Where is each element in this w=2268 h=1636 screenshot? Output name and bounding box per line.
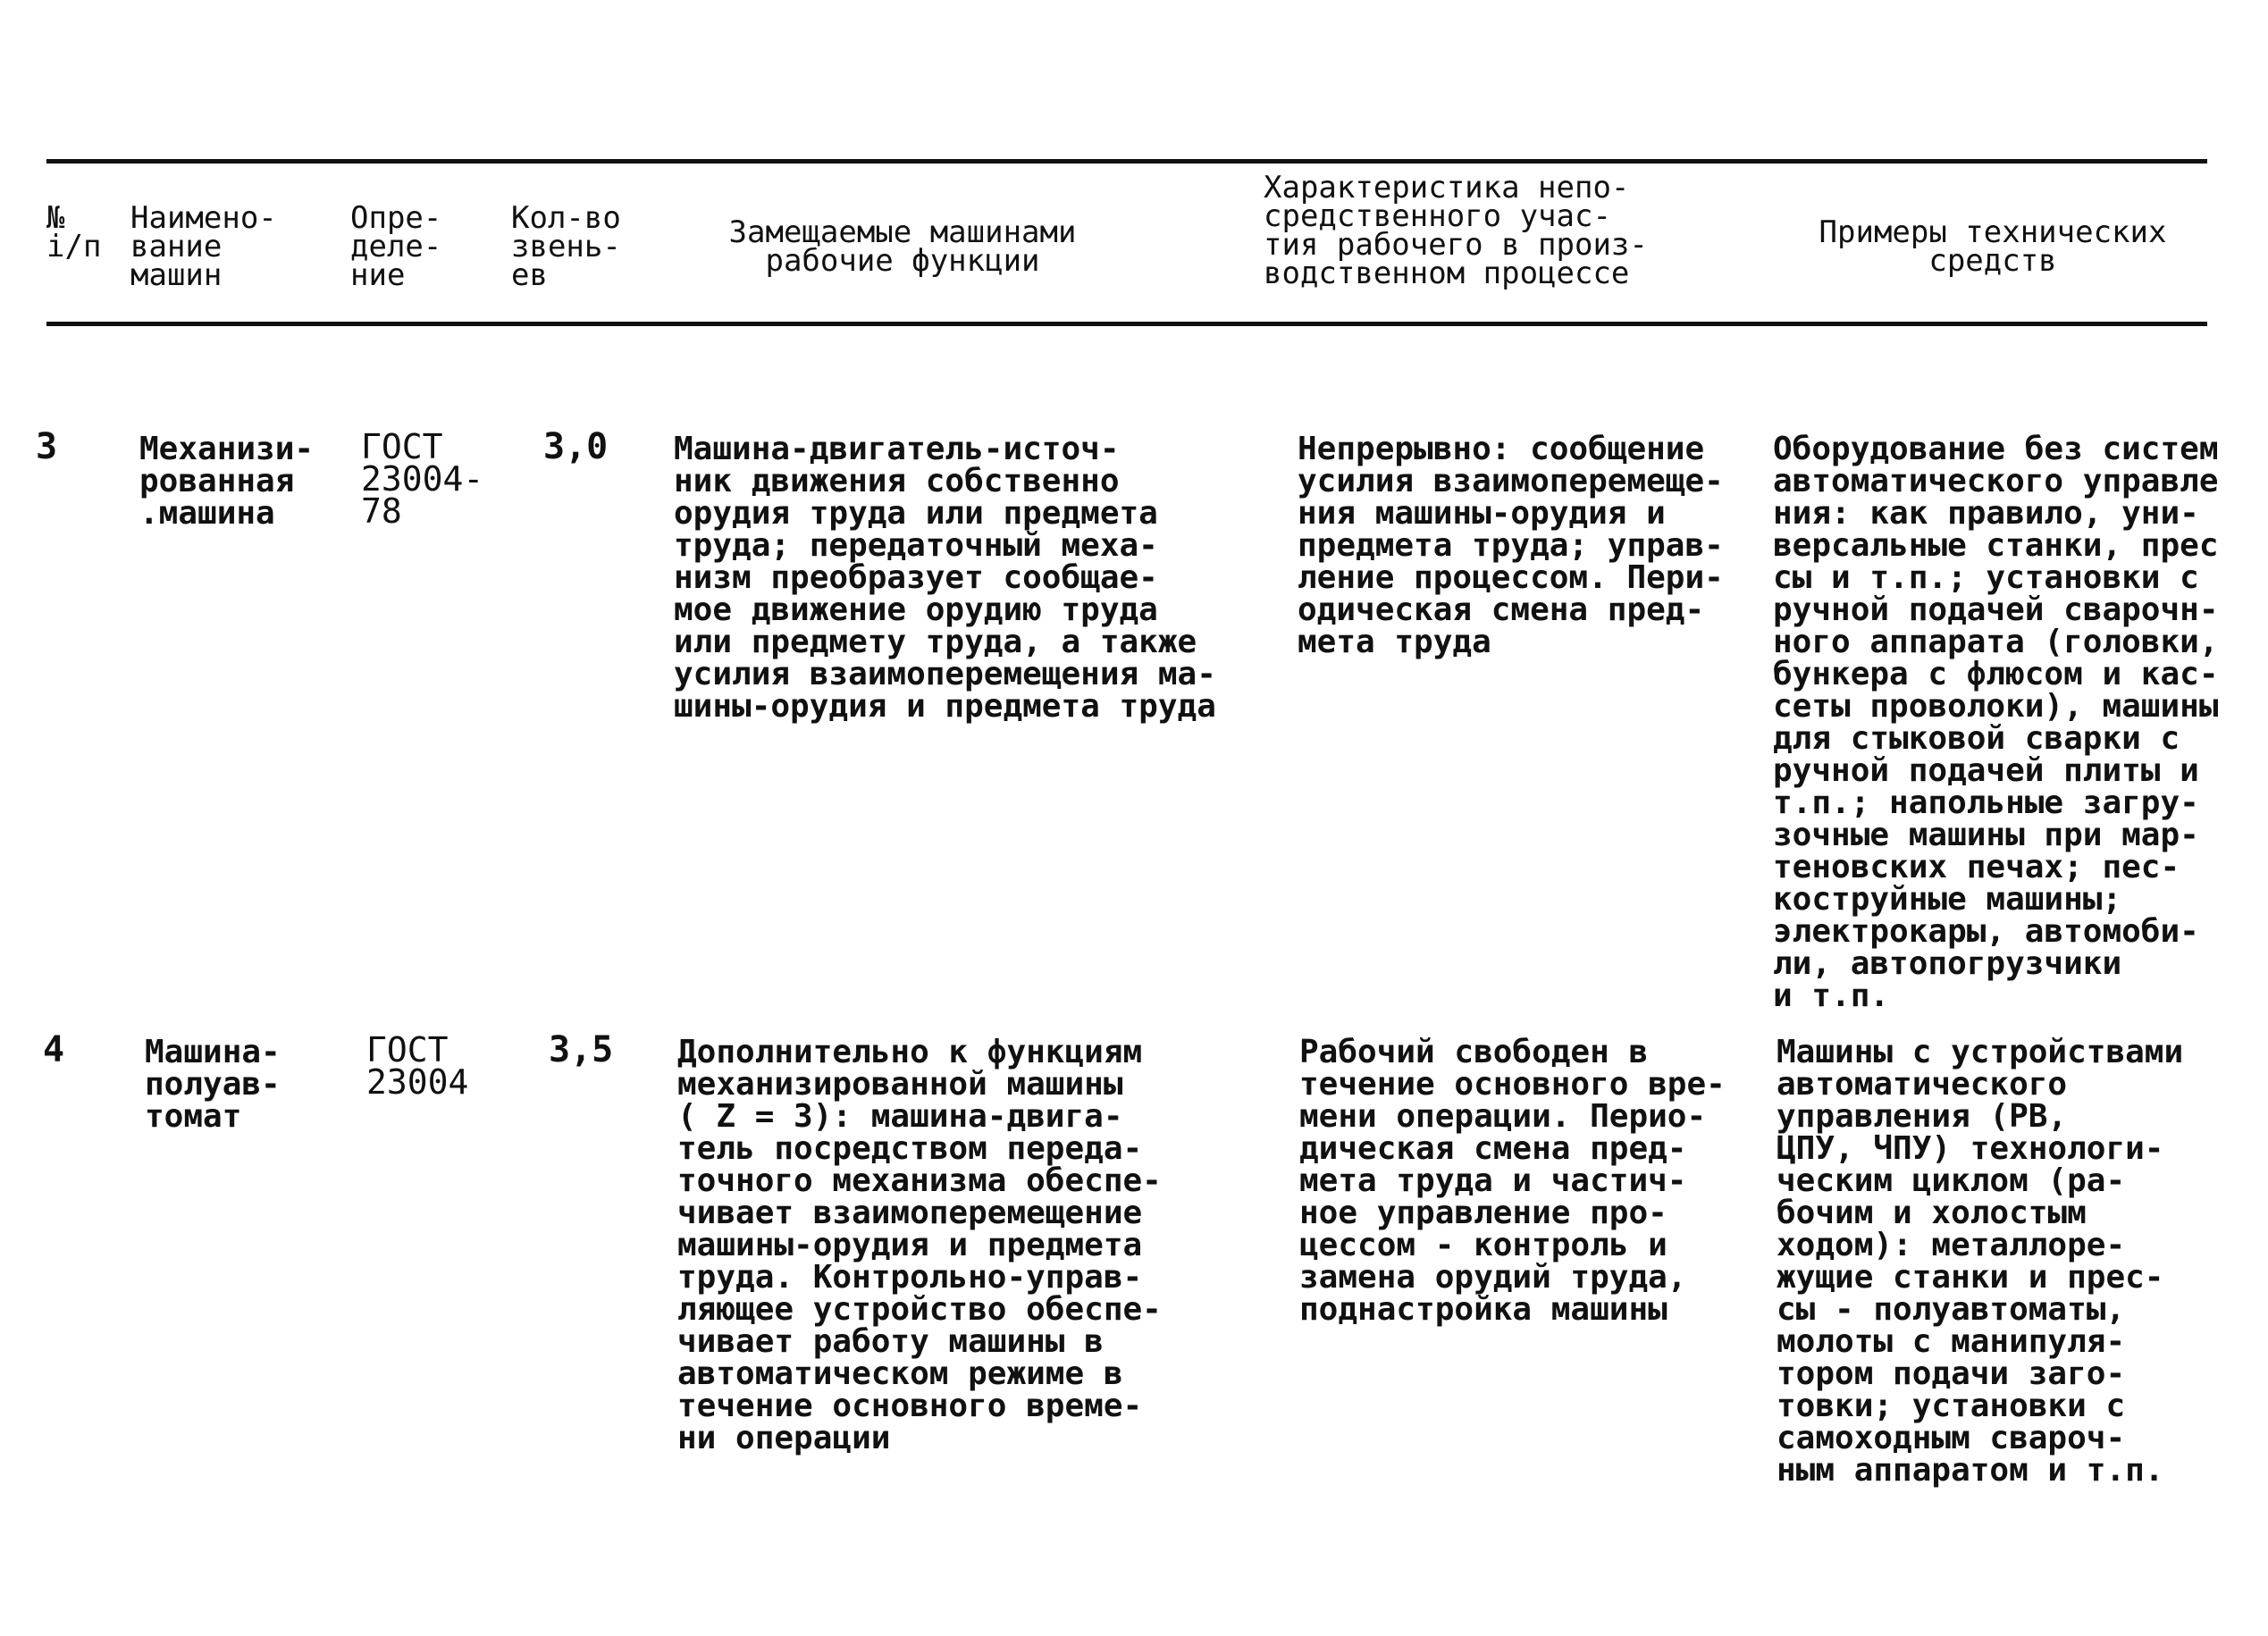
header-name: Наимено- вание машин xyxy=(130,200,277,293)
row-3-participation: Непрерывно: сообщение усилия взаимоперемеще- ния машины-орудия и предмета труда; управ- ление процессом. Пери- одическая смена пред- мета труда xyxy=(1298,431,1724,660)
row-3-functions: Машина-двигатель-источ- ник движения собственно орудия труда или предмета труда; передаточный меха- низм преобразует сообщае- мое движение орудию труда или предмету труда, а также усилия взаимоперемещения ма- шины-орудия и предмета труда xyxy=(674,431,1216,725)
row-4-num: 4 xyxy=(43,1029,65,1070)
row-3-links: 3,0 xyxy=(543,426,609,467)
row-4-definition: ГОСТ 23004 xyxy=(366,1030,469,1102)
row-3-num: 3 xyxy=(36,426,58,467)
row-4-links: 3,5 xyxy=(549,1029,614,1070)
table-top-rule xyxy=(46,159,2207,164)
header-definition: Опре- деле- ние xyxy=(350,200,442,293)
table-header-rule xyxy=(46,322,2207,326)
row-4-examples: Машины с устройствами автоматического управления (РВ, ЦПУ, ЧПУ) технологи- ческим циклом (ра- бочим и холостым ходом): металлоре- жущие станки и прес- сы - полуавтоматы, молоты с манипуля- тором подачи заго- товки; установки с самоходным свароч- ным аппаратом и т.п. xyxy=(1777,1034,2184,1489)
row-3-name: Механизи- рованная .машина xyxy=(139,431,315,532)
header-num: № і/п xyxy=(46,200,102,264)
header-links-count: Кол-во звень- ев xyxy=(511,200,621,293)
header-examples: Примеры технических средств xyxy=(1819,214,2167,279)
row-3-definition: ГОСТ 23004- 78 xyxy=(361,427,484,531)
header-participation: Характеристика непо- средственного учас- тия рабочего в произ- водственном процессе xyxy=(1264,170,1648,291)
row-4-name: Машина- полуав- томат xyxy=(145,1034,281,1135)
row-4-participation: Рабочий свободен в течение основного вре- мени операции. Перио- дическая смена пред- мета труда и частич- ное управление про- цессом - контроль и замена орудий труда, поднастройка машины xyxy=(1299,1034,1726,1328)
row-4-functions: Дополнительно к функциям механизированной машины ( Z = 3): машина-двига- тель посредством переда- точного механизма обеспе- чивает взаимоперемещение машины-орудия и предмета труда. Контрольно-управ- ляющее устройство обеспе- чивает работу машины в автоматическом режиме в течение основного време- ни операции xyxy=(677,1034,1162,1456)
header-functions: Замещаемые машинами рабочие функции xyxy=(728,214,1077,279)
row-3-examples: Оборудование без систем автоматического управле ния: как правило, уни- версальные станки, прес сы и т.п.; установки с ручной подачей сварочн- ного аппарата (головки, бункера с флюсом и кас- сеты проволоки), машины для стыковой сварки с ручной подачей плиты и т.п.; напольные загру- зочные машины при мар- теновских печах; пес- коструйные машины; электрокары, автомоби- ли, автопогрузчики и т.п. xyxy=(1773,431,2219,1014)
